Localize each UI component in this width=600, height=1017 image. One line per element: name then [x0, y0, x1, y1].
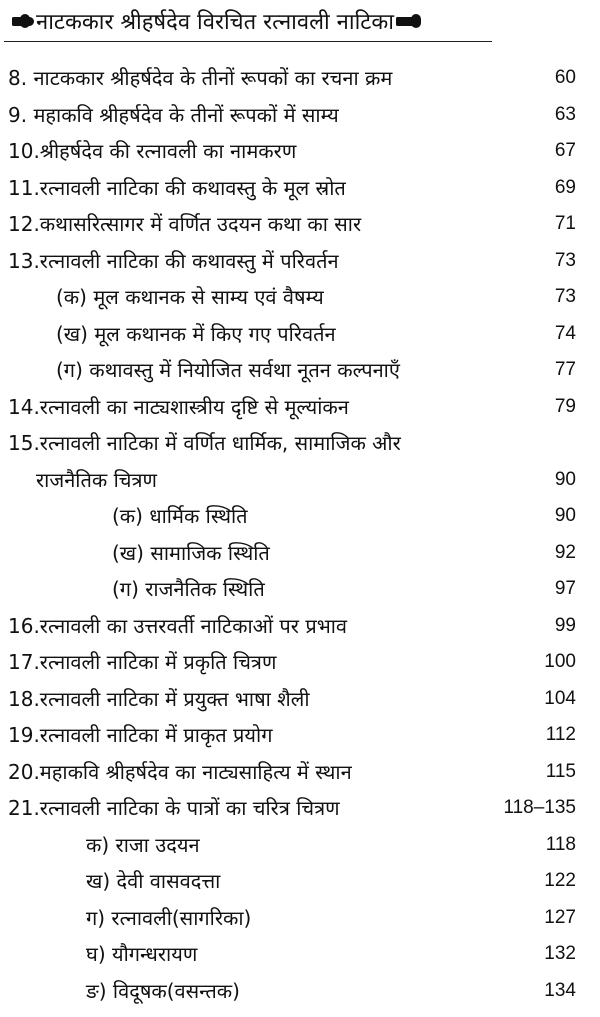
toc-entry — [0, 97, 600, 134]
toc-entry-page: 132 — [544, 943, 576, 964]
toc-entry-page: 73 — [554, 249, 576, 271]
toc-entry — [0, 170, 600, 207]
toc-entry — [0, 206, 600, 243]
toc-entry — [0, 790, 600, 827]
toc-entry-page: 71 — [554, 213, 576, 234]
toc-entry-page: 122 — [544, 870, 576, 891]
toc-entry — [0, 279, 600, 316]
toc-entry-label: 15.रत्नावली नाटिका में वर्णित धार्मिक, सामाजिक और — [8, 431, 401, 455]
toc-entry-page: 127 — [544, 906, 576, 928]
toc-entry-label: 20.महाकवि श्रीहर्षदेव का नाट्यसाहित्य में स्थान — [8, 759, 352, 784]
toc-entry — [0, 644, 600, 681]
toc-entry-label: 19.रत्नावली नाटिका में प्राकृत प्रयोग — [8, 723, 273, 747]
toc-entry-page: 134 — [544, 979, 576, 1001]
toc-entry-page: 92 — [554, 541, 576, 563]
toc-entry-label: 12.कथासरित्सागर में वर्णित उदयन कथा का सार — [8, 212, 362, 236]
toc-entry — [0, 316, 600, 353]
toc-entry-page: 63 — [554, 103, 576, 125]
toc-entry-page: 73 — [554, 286, 576, 307]
toc-entry — [0, 243, 600, 280]
toc-entry-label: राजनैतिक चित्रण — [36, 467, 157, 492]
header-divider — [4, 41, 492, 42]
toc-entry-page: 77 — [554, 359, 576, 380]
toc-entry-page: 90 — [554, 505, 576, 526]
toc-entry-label: (क) मूल कथानक से साम्य एवं वैषम्य — [56, 285, 324, 309]
toc-entry — [0, 717, 600, 754]
toc-entry-page: 99 — [554, 614, 576, 636]
toc-entry — [0, 936, 600, 973]
toc-entry — [0, 571, 600, 608]
toc-entry — [0, 498, 600, 535]
toc-entry — [0, 681, 600, 718]
toc-entry — [0, 827, 600, 864]
toc-entry-label: 8. नाटककार श्रीहर्षदेव के तीनों रूपकों का रचना क्रम — [8, 66, 393, 90]
toc-entry — [0, 973, 600, 1010]
toc-entry-page: 118–135 — [503, 797, 576, 818]
toc-entry-label: (ग) कथावस्तु में नियोजित सर्वथा नूतन कल्पनाएँ — [56, 358, 400, 382]
table-of-contents — [0, 60, 600, 1009]
toc-entry-label: ख) देवी वासवदत्ता — [86, 869, 221, 893]
toc-entry-label: (ग) राजनैतिक स्थिति — [112, 577, 265, 601]
toc-entry-label: (ख) मूल कथानक में किए गए परिवर्तन — [56, 321, 336, 346]
toc-entry-label: 21.रत्नावली नाटिका के पात्रों का चरित्र चित्रण — [8, 796, 340, 820]
toc-entry-label: (ख) सामाजिक स्थिति — [112, 540, 270, 565]
toc-entry-page: 67 — [554, 140, 576, 161]
toc-entry-label: 13.रत्नावली नाटिका की कथावस्तु में परिवर्तन — [8, 248, 339, 273]
toc-entry-label: 17.रत्नावली नाटिका में प्रकृति चित्रण — [8, 650, 277, 674]
toc-entry-page: 118 — [545, 833, 576, 855]
header-title: नाटककार श्रीहर्षदेव विरचित रत्नावली नाटिका — [36, 10, 394, 35]
toc-entry — [0, 754, 600, 791]
toc-entry-page: 115 — [545, 760, 576, 782]
toc-entry — [0, 863, 600, 900]
pointing-hand-left-icon — [396, 17, 418, 26]
toc-entry-label: 14.रत्नावली का नाट्यशास्त्रीय दृष्टि से मूल्यांकन — [8, 394, 349, 419]
toc-entry — [0, 425, 600, 462]
toc-entry-label: 11.रत्नावली नाटिका की कथावस्तु के मूल स्रोत — [8, 175, 346, 200]
toc-entry-page: 100 — [544, 651, 576, 672]
toc-entry-label: 10.श्रीहर्षदेव की रत्नावली का नामकरण — [8, 139, 297, 163]
toc-entry-page: 79 — [554, 395, 576, 417]
toc-entry-page: 97 — [554, 578, 576, 599]
toc-entry — [0, 352, 600, 389]
toc-entry-label: 18.रत्नावली नाटिका में प्रयुक्त भाषा शैली — [8, 686, 310, 711]
toc-entry-page: 69 — [554, 176, 576, 198]
toc-entry-page: 60 — [554, 67, 576, 88]
pointing-hand-right-icon — [12, 17, 34, 26]
toc-entry-label: क) राजा उदयन — [86, 832, 200, 857]
toc-entry — [0, 900, 600, 937]
toc-entry — [0, 535, 600, 572]
toc-entry-label: 9. महाकवि श्रीहर्षदेव के तीनों रूपकों में साम्य — [8, 102, 339, 127]
toc-entry-page: 104 — [544, 687, 576, 709]
toc-entry — [0, 389, 600, 426]
toc-entry-label: (क) धार्मिक स्थिति — [112, 504, 248, 528]
toc-entry-page: 74 — [554, 322, 576, 344]
toc-entry-page: 90 — [554, 468, 576, 490]
toc-entry — [0, 462, 600, 499]
toc-entry-label: 16.रत्नावली का उत्तरवर्ती नाटिकाओं पर प्रभाव — [8, 613, 348, 638]
toc-entry-label: ग) रत्नावली(सागरिका) — [86, 905, 252, 930]
toc-entry-page: 112 — [545, 724, 576, 745]
toc-entry — [0, 60, 600, 97]
toc-entry-label: ङ) विदूषक(वसन्तक) — [86, 978, 240, 1003]
toc-entry — [0, 608, 600, 645]
toc-entry — [0, 133, 600, 170]
page-header — [10, 4, 420, 38]
toc-entry-label: घ) यौगन्धरायण — [86, 942, 198, 966]
